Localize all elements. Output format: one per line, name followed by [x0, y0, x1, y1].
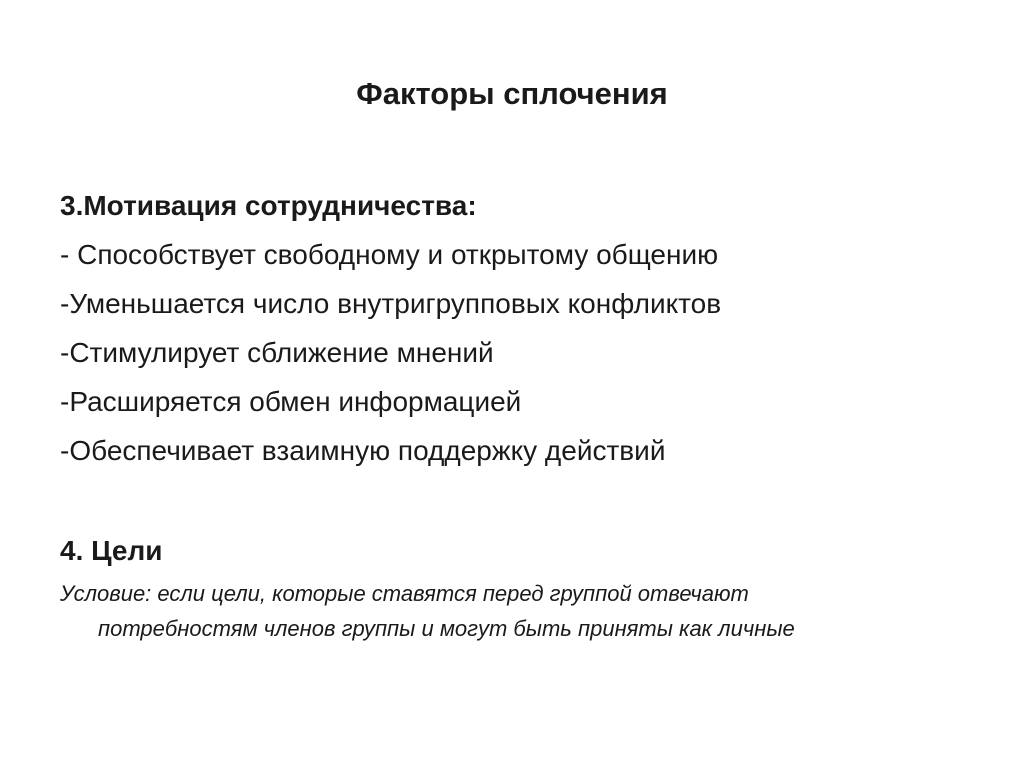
- section-3-item: -Стимулирует сближение мнений: [60, 337, 494, 368]
- section-4-heading: 4. Цели: [60, 535, 163, 566]
- section-4-condition-line-1: Условие: если цели, которые ставятся перед группой отвечают: [60, 581, 749, 606]
- section-4-condition-line-2: потребностям членов группы и могут быть приняты как личные: [98, 616, 795, 641]
- section-3-heading: 3.Мотивация сотрудничества:: [60, 190, 477, 221]
- section-3-item: -Обеспечивает взаимную поддержку действий: [60, 435, 666, 466]
- slide-title: Факторы сплочения: [356, 76, 668, 111]
- section-3-item: -Уменьшается число внутригрупповых конфликтов: [60, 288, 722, 319]
- section-3-item: - Способствует свободному и открытому общению: [60, 239, 719, 270]
- section-3-item: -Расширяется обмен информацией: [60, 386, 522, 417]
